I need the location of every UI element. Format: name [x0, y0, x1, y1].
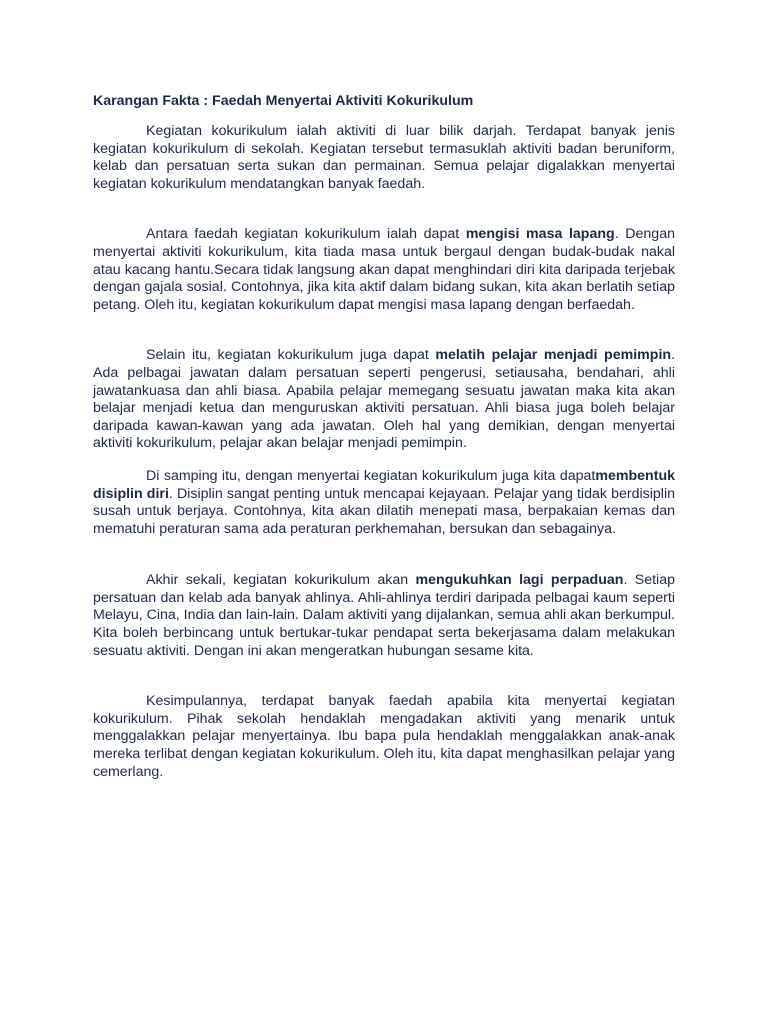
paragraph-point-masa-lapang: [93, 226, 675, 314]
paragraph-text: Di samping itu, dengan menyertai kegiatan kokurikulum juga kita dapat: [146, 467, 596, 484]
paragraph-conclusion: [93, 693, 675, 781]
paragraph-text: Kegiatan kokurikulum ialah aktiviti di luar bilik darjah. Terdapat banyak jenis kegiatan kokurikulum di sekolah. Kegiatan tersebut termasuklah aktiviti badan beruniform, kelab dan persatuan serta sukan dan permainan. Semua pelajar digalakkan menyertai kegiatan kokurikulum mendatangkan banyak faedah.: [93, 123, 675, 192]
paragraph-text: Selain itu, kegiatan kokurikulum juga dapat: [146, 347, 436, 364]
paragraph-point-pemimpin: [93, 347, 675, 453]
paragraph-text: Kesimpulannya, terdapat banyak faedah apabila kita menyertai kegiatan kokurikulum. Pihak sekolah hendaklah mengadakan aktiviti yang menarik untuk menggalakkan pelajar menyertainya. Ibu bapa pula hendaklah menggalakkan anak-anak mereka terlibat dengan kegiatan kokurikulum. Oleh itu, kita dapat menghasilkan pelajar yang cemerlang.: [93, 693, 675, 780]
paragraph-point-disiplin: [93, 468, 675, 538]
paragraph-key-point: membentuk disiplin diri: [93, 467, 675, 502]
document-page: [93, 92, 675, 781]
paragraph-text: Antara faedah kegiatan kokurikulum ialah dapat: [146, 226, 466, 243]
paragraph-point-perpaduan: [93, 572, 675, 660]
paragraph-text: . Dengan menyertai aktiviti kokurikulum, kita tiada masa untuk bergaul dengan budak-budak nakal atau kacang hantu.Secara tidak langsung akan dapat menghindari diri kita daripada terjebak dengan gajala sosial. Contohnya, jika kita aktif dalam bidang sukan, kita akan berlatih setiap petang. Oleh itu, kegiatan kokurikulum dapat mengisi masa lapang dengan berfaedah.: [93, 226, 675, 313]
paragraph-key-point: melatih pelajar menjadi pemimpin: [435, 347, 672, 364]
document-title: Karangan Fakta : Faedah Menyertai Aktiviti Kokurikulum: [93, 93, 474, 109]
paragraph-text: . Disiplin sangat penting untuk mencapai kejayaan. Pelajar yang tidak berdisiplin susah untuk berjaya. Contohnya, kita akan dilatih menepati masa, berpakaian kemas dan mematuhi peraturan sama ada peraturan perkhemahan, bersukan dan sebagainya.: [93, 485, 675, 537]
paragraph-text: Akhir sekali, kegiatan kokurikulum akan: [146, 572, 416, 589]
paragraph-text: . Setiap persatuan dan kelab ada banyak ahlinya. Ahli-ahlinya terdiri daripada pelbagai kaum seperti Melayu, Cina, India dan lain-lain. Dalam aktiviti yang dijalankan, semua ahli akan berkumpul. Kita boleh berbincang untuk bertukar-tukar pendapat serta bekerjasama dalam melakukan sesuatu aktiviti. Dengan ini akan mengeratkan hubungan sesame kita.: [93, 572, 675, 659]
paragraph-introduction: [93, 123, 675, 193]
paragraph-key-point: mengukuhkan lagi perpaduan: [415, 572, 624, 589]
paragraph-text: . Ada pelbagai jawatan dalam persatuan seperti pengerusi, setiausaha, bendahari, ahli jawatankuasa dan ahli biasa. Apabila pelajar memegang sesuatu jawatan maka kita akan belajar menjadi ketua dan menguruskan aktiviti persatuan. Ahli biasa juga boleh belajar daripada kawan-kawan yang ada jawatan. Oleh hal yang demikian, dengan menyertai aktiviti kokurikulum, pelajar akan belajar menjadi pemimpin.: [93, 347, 676, 452]
paragraph-key-point: mengisi masa lapang: [465, 226, 615, 243]
